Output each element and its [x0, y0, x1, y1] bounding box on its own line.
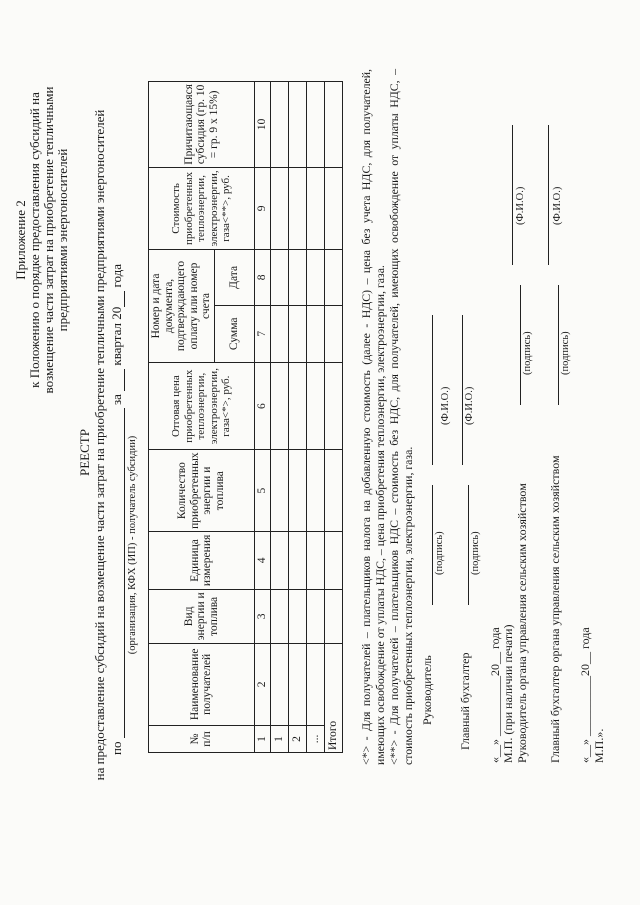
row-num: 1 [270, 725, 288, 752]
cell[interactable] [270, 589, 288, 643]
total-label: Итого [324, 643, 342, 752]
cell[interactable] [288, 450, 306, 531]
header-sum: Сумма [214, 305, 254, 362]
table-row [306, 82, 324, 753]
org-blank [110, 408, 125, 738]
agri-head-sign-caption: (подпись) [522, 331, 533, 375]
quarter-blank [110, 369, 125, 391]
chief-acc-fio-line[interactable] [462, 315, 463, 465]
cell[interactable] [270, 167, 288, 249]
cell [324, 305, 342, 362]
header-price: Отговая цена приобретенных теплоэнергии, электроэнергии, газа<*>, руб. [149, 362, 255, 450]
chief-acc-sign-caption: (подпись) [470, 531, 481, 575]
registry-title: РЕЕСТР [77, 429, 92, 476]
header-subsidy: Причитающаяся субсидия (гр. 10 = гр. 9 х 15%) [149, 82, 255, 168]
agri-head-fio-caption: (Ф.И.О.) [515, 186, 526, 225]
cell[interactable] [306, 643, 324, 725]
chief-acc-sign-line[interactable] [468, 485, 469, 605]
cell[interactable] [288, 305, 306, 362]
cell[interactable] [270, 450, 288, 531]
agri-head-fio-line[interactable] [512, 125, 513, 265]
cell[interactable] [288, 531, 306, 589]
year-label: года [109, 264, 124, 288]
cell[interactable] [270, 531, 288, 589]
cell [324, 167, 342, 249]
cell [324, 362, 342, 450]
col-num: 10 [254, 82, 270, 168]
registry-subtitle: на предоставление субсидий на возмещение части затрат на приобретение тепличными предприятиями энергоносителей [92, 109, 107, 781]
row-num: 2 [288, 725, 306, 752]
row-num: ... [306, 725, 324, 752]
column-number-row [254, 82, 270, 753]
cell[interactable] [306, 589, 324, 643]
registry-table [148, 81, 343, 753]
footnote-1: <*> - Для получателей – плательщиков налога на добавленную стоимость (далее - НДС) – цена без учета НДС, для получателей, имеющих освобождение от уплаты НДС, – цена приобретения теплоэнергии, электроэнергии, газа. [359, 69, 387, 765]
cell [324, 250, 342, 306]
cell[interactable] [270, 82, 288, 168]
chief-acc-fio-caption: (Ф.И.О.) [464, 386, 475, 425]
head-sign-line[interactable] [432, 485, 433, 605]
table-row [270, 82, 288, 753]
year-blank [110, 291, 125, 307]
col-num: 1 [254, 725, 270, 752]
agri-acc-sign-line[interactable] [558, 285, 559, 405]
agri-acc-fio-line[interactable] [548, 125, 549, 265]
cell[interactable] [306, 250, 324, 306]
head-fio-line[interactable] [432, 315, 433, 465]
cell [324, 589, 342, 643]
table-row [288, 82, 306, 753]
cell [324, 82, 342, 168]
by-label: по [109, 741, 124, 755]
col-num: 8 [254, 250, 270, 306]
org-date-line: «__» __________20__ года [488, 627, 502, 763]
header-cost: Стоимость приобретенных теплоэнергии, электроэнергии, газа<**>, руб. [149, 167, 255, 249]
cell [324, 531, 342, 589]
chief-acc-label: Главный бухгалтер [458, 652, 472, 750]
za-label: за [109, 394, 124, 406]
head-sign-caption: (подпись) [434, 531, 445, 575]
cell[interactable] [306, 305, 324, 362]
org-stamp-label: М.П. (при наличии печати) [501, 624, 515, 763]
agri-acc-sign-caption: (подпись) [560, 331, 571, 375]
cell[interactable] [270, 250, 288, 306]
agri-date-line: «__» __________20__ года [578, 627, 592, 763]
agri-head-label: Руководитель органа управления сельским хозяйством [515, 483, 529, 763]
head-fio-caption: (Ф.И.О.) [440, 386, 451, 425]
header-date: Дата [214, 250, 254, 306]
period-line [110, 95, 125, 755]
col-num: 5 [254, 450, 270, 531]
cell[interactable] [270, 305, 288, 362]
cell[interactable] [306, 167, 324, 249]
head-label: Руководитель [420, 655, 434, 725]
total-row [324, 82, 342, 753]
agri-stamp-label: М.П.». [592, 728, 606, 763]
col-num: 4 [254, 531, 270, 589]
cell[interactable] [270, 362, 288, 450]
col-num: 6 [254, 362, 270, 450]
appendix-title: Приложение 2 [13, 200, 28, 280]
col-num: 2 [254, 643, 270, 725]
header-name: Наименование получателей [149, 643, 255, 725]
header-num: № п/п [149, 725, 255, 752]
appendix-line: к Положению о порядке предоставления субсидий на [27, 92, 42, 388]
quarter-label: квартал 20 [109, 306, 124, 366]
cell[interactable] [306, 450, 324, 531]
cell[interactable] [288, 167, 306, 249]
cell[interactable] [288, 643, 306, 725]
header-type: Вид энергии и топлива [149, 589, 255, 643]
cell[interactable] [306, 82, 324, 168]
cell[interactable] [270, 643, 288, 725]
col-num: 3 [254, 589, 270, 643]
agri-acc-fio-caption: (Ф.И.О.) [552, 186, 563, 225]
cell[interactable] [288, 250, 306, 306]
org-caption: (организация, КФХ (ИП) - получатель субсидии) [127, 435, 138, 655]
col-num: 9 [254, 167, 270, 249]
cell[interactable] [288, 589, 306, 643]
appendix-line: возмещение части затрат на приобретение тепличными [41, 86, 56, 394]
agri-acc-label: Главный бухгалтер органа управления сельским хозяйством [548, 455, 562, 763]
col-num: 7 [254, 305, 270, 362]
agri-head-sign-line[interactable] [520, 285, 521, 405]
footnote-2: <**> - Для получателей – плательщиков НДС – стоимость без НДС, для получателей, имеющих освобождение от уплаты НДС, – стоимость приобретенных теплоэнергии, электроэнергии, газа. [387, 69, 415, 765]
header-doc: Номер и дата документа, подтверждающего оплату или номер счета [149, 250, 215, 363]
header-qty: Количество приобретенных энергии и топлива [149, 450, 255, 531]
cell[interactable] [288, 82, 306, 168]
cell[interactable] [288, 362, 306, 450]
cell [324, 450, 342, 531]
appendix-line: предприятиями энергоносителей [55, 148, 70, 332]
appendix-block [14, 15, 70, 465]
header-unit: Единица измерения [149, 531, 255, 589]
cell[interactable] [306, 531, 324, 589]
cell[interactable] [306, 362, 324, 450]
